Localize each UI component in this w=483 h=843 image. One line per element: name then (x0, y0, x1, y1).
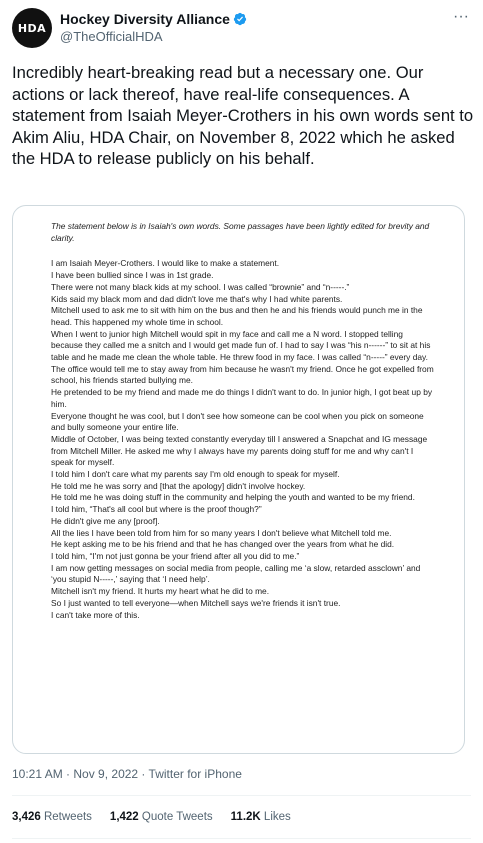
statement-line: Mitchell isn't my friend. It hurts my heart what he did to me. (51, 586, 270, 597)
statement-line: Mitchell used to ask me to sit with him on the bus and then he and his friends would punch me in the head. This happened my whole time in school. (51, 305, 423, 327)
statement-line: He told me he was sorry and [that the apology] didn't involve hockey. (51, 480, 306, 491)
tweet-text (12, 62, 474, 170)
statement-lines (51, 258, 436, 621)
tweet-body: Incredibly heart-breaking read but a necessary one. Our actions or lack thereof, have real-life consequences. A statement from Isaiah Meyer-Crothers in his own words sent to Akim Aliu, HDA Chair, on November 8, 2022 which he asked the HDA to release publicly on his behalf. (12, 63, 474, 168)
statement-document (51, 221, 436, 621)
tweet-source: Twitter for iPhone (148, 767, 242, 781)
tweet-date[interactable]: Nov 9, 2022 (73, 767, 139, 781)
statement-line: I told him I don't care what my parents say I'm old enough to speak for myself. (51, 469, 340, 480)
quote-tweets-count: 1,422 (109, 811, 139, 823)
statement-line: He didn't give me any [proof]. (51, 515, 160, 526)
statement-line: I can't take more of this. (51, 609, 140, 620)
statement-line: I am Isaiah Meyer-Crothers. I would like to make a statement. (51, 258, 280, 269)
quote-tweets-stat[interactable] (110, 809, 213, 825)
statement-line: Kids said my black mom and dad didn't love me that's why I had white parents. (51, 293, 343, 304)
meta-separator: · (62, 767, 74, 781)
tweet-media-image[interactable] (12, 205, 465, 754)
statement-line: Middle of October, I was being texted constantly everyday till I answered a Snapchat and IG message from Mitchell Miller. He asked me why I always have my parents doing stuff for me and why can't I speak for myself. (51, 433, 428, 468)
statement-line: All the lies I have been told from him for so many years I don't believe what Mitchell told me. (51, 527, 392, 538)
statement-line: There were not many black kids at my school. I was called “brownie” and “n-----.” (51, 281, 350, 292)
likes-count: 11.2K (230, 811, 261, 823)
more-options-icon[interactable]: ··· (453, 8, 469, 25)
statement-line: I told him, “That's all cool but where is the proof though?” (51, 504, 262, 515)
avatar[interactable] (12, 8, 52, 48)
statement-line: So I just wanted to tell everyone—when Mitchell says we're friends it isn't true. (51, 597, 341, 608)
statement-line: Everyone thought he was cool, but I don't see how someone can be cool when you pick on someone and bully someone your entire life. (51, 410, 424, 433)
retweets-stat[interactable] (12, 809, 92, 825)
statement-line: The office would tell me to stay away from him because he wasn't my friend. Once he got expelled from school, his friends started bullying me. (51, 363, 434, 386)
meta-separator: · (138, 767, 149, 781)
likes-stat[interactable] (231, 809, 291, 825)
divider (12, 795, 471, 796)
avatar-logo-text: HDA (17, 21, 47, 35)
display-name-row[interactable] (60, 10, 247, 28)
retweets-count: 3,426 (12, 811, 41, 823)
statement-line: He told me he was doing stuff in the community and helping the youth and wanted to be my friend. (51, 492, 415, 503)
retweets-label: Retweets (43, 811, 92, 823)
statement-line: He kept asking me to be his friend and that he has changed over the years from what he did. (51, 539, 395, 550)
tweet-time[interactable]: 10:21 AM (12, 767, 63, 781)
tweet-metadata (12, 766, 242, 782)
statement-line: I am now getting messages on social media from people, calling me ‘a slow, retarded assclown’ and ‘you stupid N-----,’ saying that ‘I need help’. (51, 562, 421, 585)
quote-tweets-label: Quote Tweets (141, 811, 213, 823)
statement-line: I told him, “I'm not just gonna be your friend after all you did to me.” (51, 550, 300, 561)
display-name[interactable]: Hockey Diversity Alliance (60, 11, 230, 27)
statement-line: When I went to junior high Mitchell would spit in my face and call me a N word. I stopped telling because they called me a snitch and I would get made fun of. I had to say I was “his n------” to sit at his table and he made me clean the whole table. He threw food in my face. I was called “n-----” every day. (51, 328, 431, 363)
likes-label: Likes (263, 811, 291, 823)
tweet-stats (12, 809, 291, 825)
tweet-header (12, 6, 472, 50)
divider (12, 838, 471, 839)
author-handle[interactable]: @TheOfficialHDA (60, 29, 163, 44)
statement-line: I have been bullied since I was in 1st grade. (51, 270, 214, 281)
statement-line: He pretended to be my friend and made me do things I didn't want to do. In junior high, I got beat up by him. (51, 387, 433, 409)
statement-intro: The statement below is in Isaiah's own words. Some passages have been lightly edited for brevity and clarity. (51, 221, 430, 243)
verified-badge-icon (233, 12, 247, 26)
author-names (60, 10, 247, 46)
